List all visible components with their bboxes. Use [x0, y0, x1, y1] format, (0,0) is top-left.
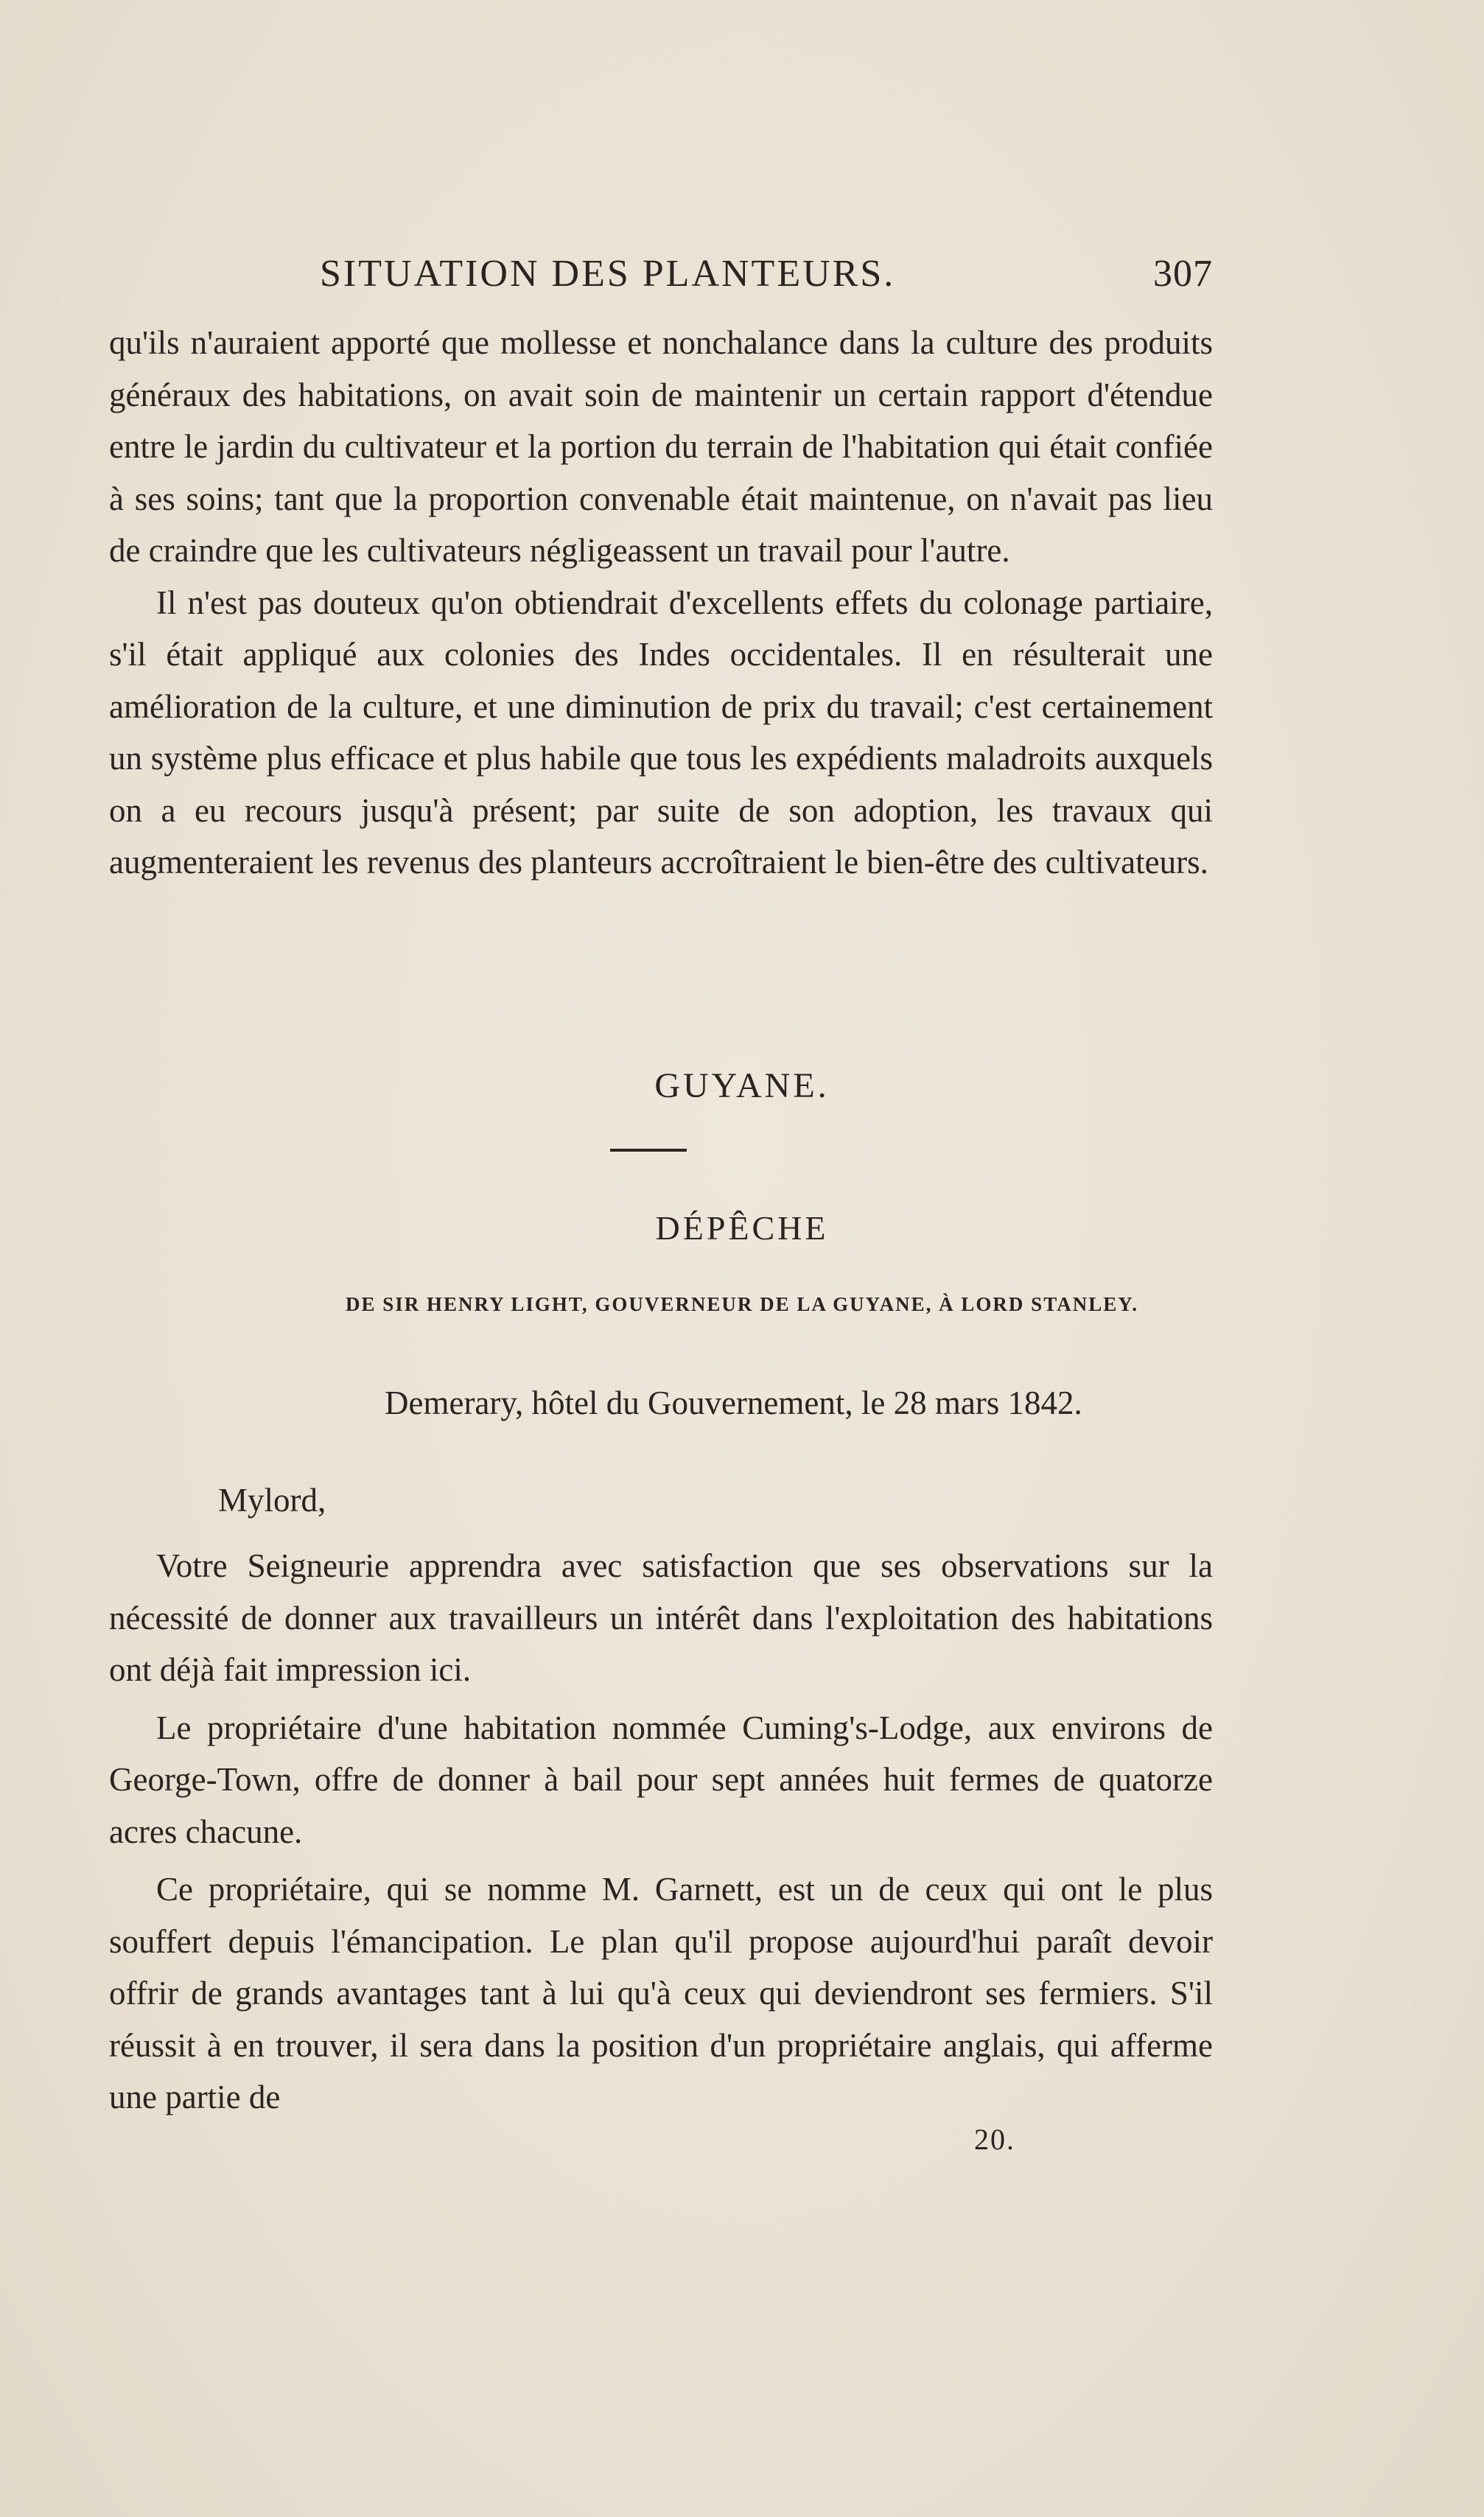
- letter-paragraph: Le propriétaire d'une habitation nommée Cuming's-Lodge, aux environs de George-Town, offre de donner à bail pour sept années huit fermes de quatorze acres chacune.: [109, 1709, 1213, 1850]
- running-head: [109, 252, 1213, 304]
- letter-paragraph: Ce propriétaire, qui se nomme M. Garnett, est un de ceux qui ont le plus souffert depuis l'émancipation. Le plan qu'il propose aujourd'hui paraît devoir offrir de grands avantages tant à lui qu'à ceux qui deviendront ses fermiers. S'il réussit à en trouver, il sera dans la position d'un propriétaire anglais, qui afferme une partie de: [109, 1871, 1213, 2115]
- signature-mark: 20.: [974, 2123, 1015, 2156]
- dispatch-title: DÉPÊCHE: [655, 1209, 829, 1247]
- letter-dateline: Demerary, hôtel du Gouvernement, le 28 mars 1842.: [385, 1384, 1082, 1421]
- paragraph-continuation: qu'ils n'auraient apporté que mollesse et nonchalance dans la culture des produits généraux des habitations, on avait soin de maintenir un certain rapport d'étendue entre le jardin du cultivateur et la portion du terrain de l'habitation qui était confiée à ses soins; tant que la proportion convenable était maintenue, on n'avait pas lieu de craindre que les cultivateurs négligeassent un travail pour l'autre.: [109, 324, 1213, 569]
- letter-salutation: Mylord,: [218, 1482, 326, 1519]
- body-text-top: [109, 317, 1213, 889]
- letter-body: [109, 1540, 1213, 2124]
- letter-paragraph: Votre Seigneurie apprendra avec satisfaction que ses observations sur la nécessité de donner aux travailleurs un intérêt dans l'exploitation des habitations ont déjà fait impression ici.: [109, 1547, 1213, 1688]
- running-title: SITUATION DES PLANTEURS.: [320, 253, 896, 295]
- page-number: 307: [1153, 253, 1213, 295]
- section-title: GUYANE.: [654, 1066, 830, 1105]
- dispatch-subtitle: DE SIR HENRY LIGHT, GOUVERNEUR DE LA GUYANE, À LORD STANLEY.: [346, 1293, 1138, 1315]
- section-rule: [610, 1149, 687, 1152]
- paragraph-colonage: Il n'est pas douteux qu'on obtiendrait d'excellents effets du colonage partiaire, s'il était appliqué aux colonies des Indes occidentales. Il en résulterait une amélioration de la culture, et une diminution de prix du travail; c'est certainement un système plus efficace et plus habile que tous les expédients maladroits auxquels on a eu recours jusqu'à présent; par suite de son adoption, les travaux qui augmenteraient les revenus des planteurs accroîtraient le bien-être des cultivateurs.: [109, 584, 1213, 881]
